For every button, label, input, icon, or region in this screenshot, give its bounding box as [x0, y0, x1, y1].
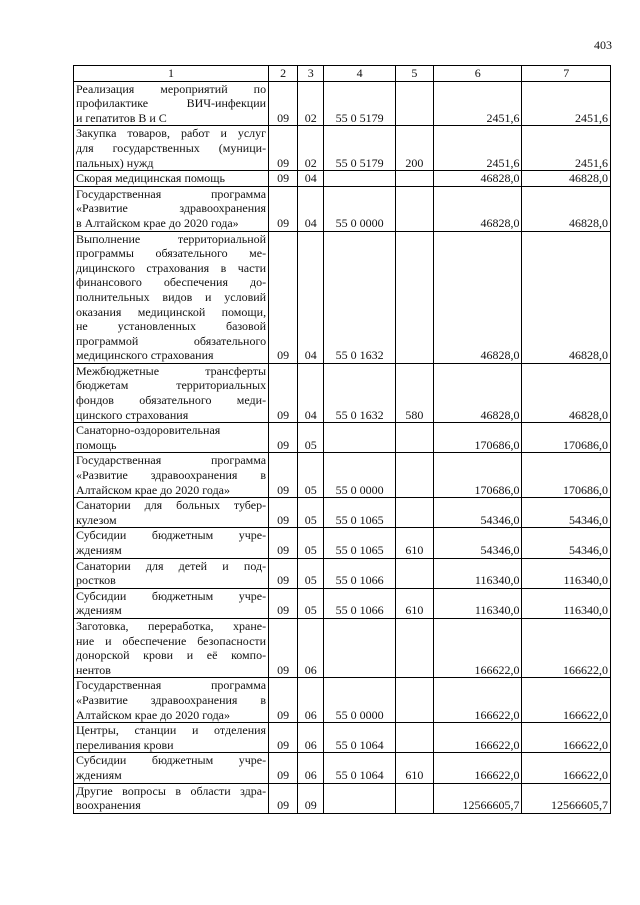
header-row: [74, 66, 611, 82]
row-description: [74, 81, 269, 126]
target-article-code: 55 0 0000: [324, 453, 395, 498]
amount-col-7: 166622,0: [522, 723, 611, 753]
amount-col-6: 166622,0: [433, 678, 521, 723]
description-line: Санатории для больных тубер-: [76, 498, 267, 513]
description-line: Алтайском крае до 2020 года»: [76, 707, 231, 722]
subsection-code: 04: [298, 363, 324, 422]
subsection-code: 05: [298, 423, 324, 453]
target-article-code: 55 0 1064: [324, 723, 395, 753]
description-line: бюджетам территориальных: [76, 378, 267, 393]
description-line: кулезом: [76, 512, 117, 527]
description-line: Санаторно-оздоровительная: [76, 423, 221, 438]
row-description: [74, 723, 269, 753]
expense-type-code: [395, 678, 433, 723]
description-line: Государственная программа: [76, 186, 267, 201]
description-line: Закупка товаров, работ и услуг: [76, 126, 267, 141]
amount-col-7: 2451,6: [522, 126, 611, 171]
description-line: программы обязательного ме-: [76, 246, 267, 261]
expense-type-code: [395, 453, 433, 498]
expense-type-code: 610: [395, 753, 433, 783]
description-line: оказания медицинской помощи,: [76, 304, 267, 319]
table-row: [74, 528, 611, 558]
section-code: 09: [269, 171, 298, 187]
subsection-code: 05: [298, 453, 324, 498]
description-line: цинского страхования: [76, 407, 189, 422]
target-article-code: 55 0 1632: [324, 363, 395, 422]
section-code: 09: [269, 186, 298, 231]
description-line: Другие вопросы в области здра-: [76, 783, 267, 798]
description-line: и гепатитов В и С: [76, 110, 167, 125]
subsection-code: 09: [298, 783, 324, 813]
section-code: 09: [269, 81, 298, 126]
column-header-4: 4: [324, 66, 395, 82]
table-header: [74, 66, 611, 82]
target-article-code: 55 0 1064: [324, 753, 395, 783]
description-line: Субсидии бюджетным учре-: [76, 528, 267, 543]
description-line: для государственных (муници-: [76, 140, 267, 155]
amount-col-6: 170686,0: [433, 423, 521, 453]
amount-col-7: 166622,0: [522, 618, 611, 677]
section-code: 09: [269, 231, 298, 363]
amount-col-6: 46828,0: [433, 363, 521, 422]
description-line: «Развитие здравоохранения в: [76, 692, 267, 707]
table-row: [74, 588, 611, 618]
description-line: воохранения: [76, 798, 141, 813]
description-line: Субсидии бюджетным учре-: [76, 588, 267, 603]
subsection-code: 06: [298, 753, 324, 783]
column-header-1: 1: [74, 66, 269, 82]
description-line: переливания крови: [76, 737, 174, 752]
table-row: [74, 171, 611, 187]
description-line: Межбюджетные трансферты: [76, 363, 267, 378]
table-row: [74, 423, 611, 453]
expense-type-code: [395, 618, 433, 677]
table-row: [74, 618, 611, 677]
subsection-code: 06: [298, 723, 324, 753]
target-article-code: [324, 171, 395, 187]
description-line: Скорая медицинская помощь: [76, 171, 225, 186]
description-line: «Развитие здравоохранения в: [76, 468, 267, 483]
row-description: [74, 423, 269, 453]
target-article-code: 55 0 0000: [324, 678, 395, 723]
amount-col-7: 116340,0: [522, 558, 611, 588]
amount-col-6: 166622,0: [433, 753, 521, 783]
expense-type-code: [395, 186, 433, 231]
row-description: [74, 528, 269, 558]
description-line: помощь: [76, 437, 117, 452]
amount-col-7: 12566605,7: [522, 783, 611, 813]
table-row: [74, 81, 611, 126]
table-row: [74, 498, 611, 528]
description-line: программой обязательного: [76, 333, 267, 348]
row-description: [74, 453, 269, 498]
row-description: [74, 363, 269, 422]
target-article-code: [324, 618, 395, 677]
amount-col-6: 12566605,7: [433, 783, 521, 813]
amount-col-6: 170686,0: [433, 453, 521, 498]
table-row: [74, 783, 611, 813]
description-line: Заготовка, переработка, хране-: [76, 618, 267, 633]
table-row: [74, 186, 611, 231]
subsection-code: 02: [298, 81, 324, 126]
section-code: 09: [269, 723, 298, 753]
subsection-code: 04: [298, 171, 324, 187]
amount-col-6: 46828,0: [433, 171, 521, 187]
description-line: ростков: [76, 573, 116, 588]
subsection-code: 05: [298, 588, 324, 618]
section-code: 09: [269, 588, 298, 618]
amount-col-7: 170686,0: [522, 453, 611, 498]
row-description: [74, 558, 269, 588]
subsection-code: 05: [298, 528, 324, 558]
amount-col-6: 2451,6: [433, 126, 521, 171]
column-header-2: 2: [269, 66, 298, 82]
budget-table: [73, 65, 611, 814]
row-description: [74, 588, 269, 618]
amount-col-7: 2451,6: [522, 81, 611, 126]
column-header-7: 7: [522, 66, 611, 82]
section-code: 09: [269, 423, 298, 453]
section-code: 09: [269, 498, 298, 528]
description-line: Центры, станции и отделения: [76, 723, 267, 738]
description-line: финансового обеспечения до-: [76, 275, 267, 290]
row-description: [74, 126, 269, 171]
amount-col-6: 54346,0: [433, 498, 521, 528]
page-number: 403: [594, 38, 612, 52]
amount-col-6: 166622,0: [433, 618, 521, 677]
description-line: Государственная программа: [76, 453, 267, 468]
expense-type-code: [395, 783, 433, 813]
subsection-code: 06: [298, 678, 324, 723]
amount-col-6: 116340,0: [433, 558, 521, 588]
description-line: не установленных базовой: [76, 319, 267, 334]
expense-type-code: [395, 498, 433, 528]
amount-col-7: 46828,0: [522, 171, 611, 187]
expense-type-code: [395, 171, 433, 187]
description-line: донорской крови и её компо-: [76, 648, 267, 663]
column-header-6: 6: [433, 66, 521, 82]
description-line: Государственная программа: [76, 678, 267, 693]
table-row: [74, 231, 611, 363]
description-line: ждениям: [76, 543, 122, 557]
expense-type-code: [395, 423, 433, 453]
row-description: [74, 678, 269, 723]
amount-col-7: 170686,0: [522, 423, 611, 453]
subsection-code: 05: [298, 558, 324, 588]
target-article-code: 55 0 1066: [324, 588, 395, 618]
expense-type-code: [395, 81, 433, 126]
expense-type-code: 610: [395, 528, 433, 558]
description-line: Алтайском крае до 2020 года»: [76, 482, 231, 497]
table-row: [74, 678, 611, 723]
amount-col-6: 46828,0: [433, 186, 521, 231]
subsection-code: 04: [298, 186, 324, 231]
description-line: ждениям: [76, 603, 122, 618]
section-code: 09: [269, 363, 298, 422]
description-line: профилактике ВИЧ-инфекции: [76, 96, 267, 111]
row-description: [74, 618, 269, 677]
description-line: ние и обеспечение безопасности: [76, 633, 267, 648]
target-article-code: 55 0 1632: [324, 231, 395, 363]
subsection-code: 06: [298, 618, 324, 677]
target-article-code: [324, 423, 395, 453]
amount-col-7: 116340,0: [522, 588, 611, 618]
amount-col-6: 166622,0: [433, 723, 521, 753]
expense-type-code: [395, 723, 433, 753]
description-line: полнительных видов и условий: [76, 289, 267, 304]
row-description: [74, 498, 269, 528]
table-row: [74, 558, 611, 588]
expense-type-code: 200: [395, 126, 433, 171]
amount-col-7: 46828,0: [522, 363, 611, 422]
row-description: [74, 231, 269, 363]
description-line: Реализация мероприятий по: [76, 81, 267, 96]
description-line: Санатории для детей и под-: [76, 558, 267, 573]
target-article-code: 55 0 1066: [324, 558, 395, 588]
row-description: [74, 186, 269, 231]
section-code: 09: [269, 126, 298, 171]
subsection-code: 02: [298, 126, 324, 171]
section-code: 09: [269, 753, 298, 783]
section-code: 09: [269, 558, 298, 588]
target-article-code: 55 0 1065: [324, 498, 395, 528]
target-article-code: 55 0 0000: [324, 186, 395, 231]
description-line: дицинского страхования в части: [76, 260, 267, 275]
expense-type-code: 580: [395, 363, 433, 422]
target-article-code: [324, 783, 395, 813]
description-line: ждениям: [76, 767, 122, 782]
row-description: [74, 783, 269, 813]
amount-col-7: 46828,0: [522, 186, 611, 231]
section-code: 09: [269, 453, 298, 498]
table-row: [74, 363, 611, 422]
section-code: 09: [269, 678, 298, 723]
amount-col-7: 46828,0: [522, 231, 611, 363]
table-row: [74, 723, 611, 753]
table-row: [74, 126, 611, 171]
description-line: медицинского страхования: [76, 348, 214, 363]
column-header-5: 5: [395, 66, 433, 82]
expense-type-code: [395, 231, 433, 363]
table-row: [74, 453, 611, 498]
section-code: 09: [269, 528, 298, 558]
amount-col-6: 54346,0: [433, 528, 521, 558]
description-line: Субсидии бюджетным учре-: [76, 753, 267, 768]
target-article-code: 55 0 5179: [324, 81, 395, 126]
subsection-code: 04: [298, 231, 324, 363]
amount-col-6: 116340,0: [433, 588, 521, 618]
expense-type-code: [395, 558, 433, 588]
amount-col-7: 54346,0: [522, 498, 611, 528]
description-line: пальных) нужд: [76, 155, 154, 170]
column-header-3: 3: [298, 66, 324, 82]
description-line: Выполнение территориальной: [76, 231, 267, 246]
row-description: [74, 171, 269, 187]
amount-col-6: 2451,6: [433, 81, 521, 126]
target-article-code: 55 0 5179: [324, 126, 395, 171]
description-line: фондов обязательного меди-: [76, 393, 267, 408]
amount-col-7: 166622,0: [522, 678, 611, 723]
section-code: 09: [269, 783, 298, 813]
amount-col-7: 54346,0: [522, 528, 611, 558]
amount-col-7: 166622,0: [522, 753, 611, 783]
row-description: [74, 753, 269, 783]
table-body: [74, 81, 611, 813]
description-line: «Развитие здравоохранения: [76, 201, 267, 216]
subsection-code: 05: [298, 498, 324, 528]
target-article-code: 55 0 1065: [324, 528, 395, 558]
description-line: в Алтайском крае до 2020 года»: [76, 215, 239, 230]
description-line: нентов: [76, 662, 111, 677]
expense-type-code: 610: [395, 588, 433, 618]
table-row: [74, 753, 611, 783]
section-code: 09: [269, 618, 298, 677]
amount-col-6: 46828,0: [433, 231, 521, 363]
